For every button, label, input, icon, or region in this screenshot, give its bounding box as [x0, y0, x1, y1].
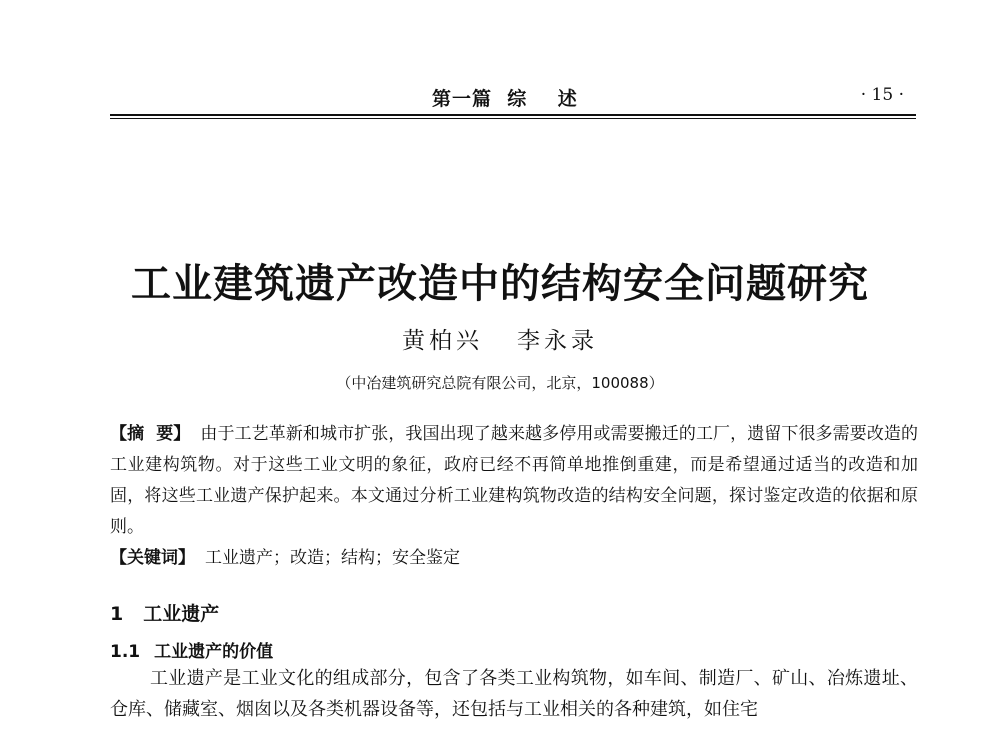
section-number: 1 [110, 603, 124, 625]
header-section-title: 第一篇 综 述 [432, 88, 578, 110]
subsection-heading [110, 637, 273, 662]
subsection-number: 1.1 [110, 642, 141, 662]
abstract-label: 【摘 要】 [110, 424, 191, 444]
body-paragraph: 工业遗产是工业文化的组成部分，包含了各类工业构筑物，如车间、制造厂、矿山、冶炼遗址、仓库、储藏室、烟囱以及各类机器设备等，还包括与工业相关的各种建筑，如住宅 [110, 668, 918, 720]
abstract-text: 由于工艺革新和城市扩张，我国出现了越来越多停用或需要搬迁的工厂，遗留下很多需要改造的工业建构筑物。对于这些工业文明的象征，政府已经不再简单地推倒重建，而是希望通过适当的改造和加固，将这些工业遗产保护起来。本文通过分析工业建构筑物改造的结构安全问题，探讨鉴定改造的依据和原则。 [110, 424, 918, 537]
abstract [110, 419, 918, 543]
paper-title: 工业建筑遗产改造中的结构安全问题研究 [131, 260, 869, 307]
keywords [110, 543, 918, 574]
section-title: 工业遗产 [143, 603, 220, 625]
running-header [110, 80, 916, 116]
keywords-label: 【关键词】 [110, 548, 195, 568]
section-heading [110, 599, 219, 626]
header-page-number: · 15 · [860, 85, 904, 105]
author-affiliation: （中冶建筑研究总院有限公司，北京，100088） [336, 374, 664, 392]
subsection-title: 工业遗产的价值 [154, 642, 274, 662]
keywords-text: 工业遗产；改造；结构；安全鉴定 [205, 548, 460, 568]
paper-authors: 黄柏兴 李永录 [402, 328, 598, 354]
